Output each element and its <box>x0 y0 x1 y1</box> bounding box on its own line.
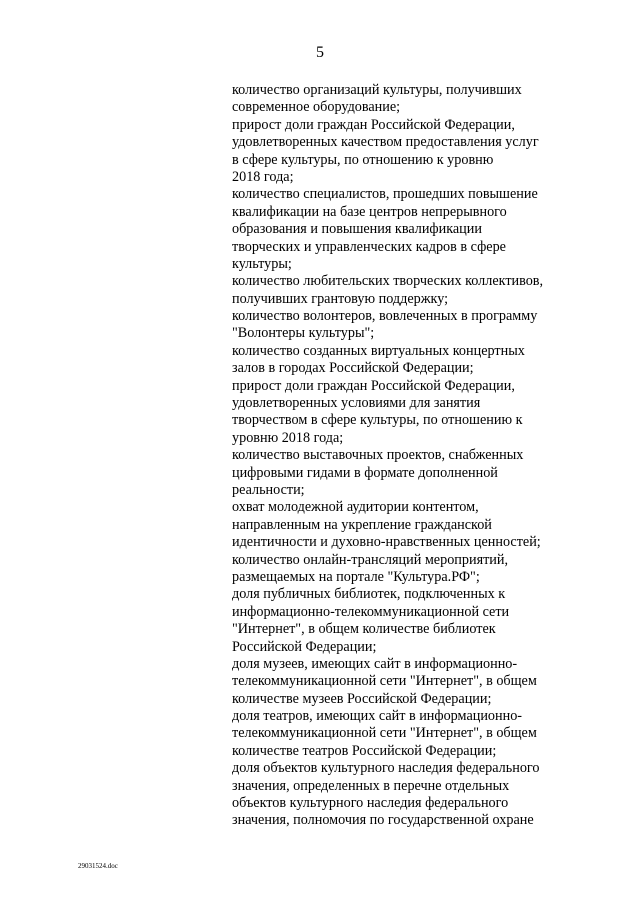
document-file-code: 29031524.doc <box>78 862 118 870</box>
text-line: образования и повышения квалификации <box>232 221 482 238</box>
text-line: удовлетворенных качеством предоставления услуг <box>232 134 539 151</box>
text-line: "Волонтеры культуры"; <box>232 325 375 342</box>
text-line: реальности; <box>232 481 305 498</box>
text-line: телекоммуникационной сети "Интернет", в общем <box>232 673 537 690</box>
text-line: количестве музеев Российской Федерации; <box>232 690 492 707</box>
text-line: уровню 2018 года; <box>232 429 344 446</box>
text-line: информационно-телекоммуникационной сети <box>232 603 510 620</box>
text-line: количество волонтеров, вовлеченных в программу <box>232 308 538 325</box>
page-number: 5 <box>316 44 324 61</box>
text-line: доля музеев, имеющих сайт в информационно- <box>232 655 518 672</box>
text-line: значения, полномочия по государственной охране <box>232 812 534 829</box>
text-line: количество специалистов, прошедших повышение <box>232 186 538 203</box>
text-line: получивших грантовую поддержку; <box>232 290 449 307</box>
text-line: в сфере культуры, по отношению к уровню <box>232 151 494 168</box>
text-line: культуры; <box>232 255 292 272</box>
text-line: направленным на укрепление гражданской <box>232 516 492 533</box>
text-line: удовлетворенных условиями для занятия <box>232 395 481 412</box>
text-line: телекоммуникационной сети "Интернет", в общем <box>232 725 537 742</box>
text-line: доля театров, имеющих сайт в информационно- <box>232 708 523 725</box>
text-line: количество созданных виртуальных концертных <box>232 342 525 359</box>
text-line: количество выставочных проектов, снабженных <box>232 447 524 464</box>
text-line: Российской Федерации; <box>232 638 377 655</box>
text-line: творческих и управленческих кадров в сфере <box>232 238 506 255</box>
text-line: "Интернет", в общем количестве библиотек <box>232 621 496 638</box>
text-line: значения, определенных в перечне отдельных <box>232 777 510 794</box>
text-line: прирост доли граждан Российской Федерации, <box>232 116 515 133</box>
text-line: доля объектов культурного наследия федерального <box>232 760 540 777</box>
document-body <box>232 82 572 830</box>
text-line: цифровыми гидами в формате дополненной <box>232 464 498 481</box>
text-line: прирост доли граждан Российской Федерации, <box>232 377 515 394</box>
text-line: квалификации на базе центров непрерывного <box>232 203 507 220</box>
text-line: количество организаций культуры, получивших <box>232 82 522 98</box>
text-line: количество онлайн-трансляций мероприятий, <box>232 551 509 568</box>
text-line: 2018 года; <box>232 168 294 185</box>
text-line: количество любительских творческих коллективов, <box>232 273 544 290</box>
text-line: современное оборудование; <box>232 99 401 116</box>
text-line: размещаемых на портале "Культура.РФ"; <box>232 568 480 585</box>
text-line: объектов культурного наследия федерального <box>232 795 509 812</box>
text-line: идентичности и духовно-нравственных ценностей; <box>232 534 541 551</box>
text-line: творчеством в сфере культуры, по отношению к <box>232 412 523 429</box>
text-line: количестве театров Российской Федерации; <box>232 742 497 759</box>
text-line: охват молодежной аудитории контентом, <box>232 499 479 516</box>
text-line: залов в городах Российской Федерации; <box>232 360 474 377</box>
text-line: доля публичных библиотек, подключенных к <box>232 586 506 603</box>
